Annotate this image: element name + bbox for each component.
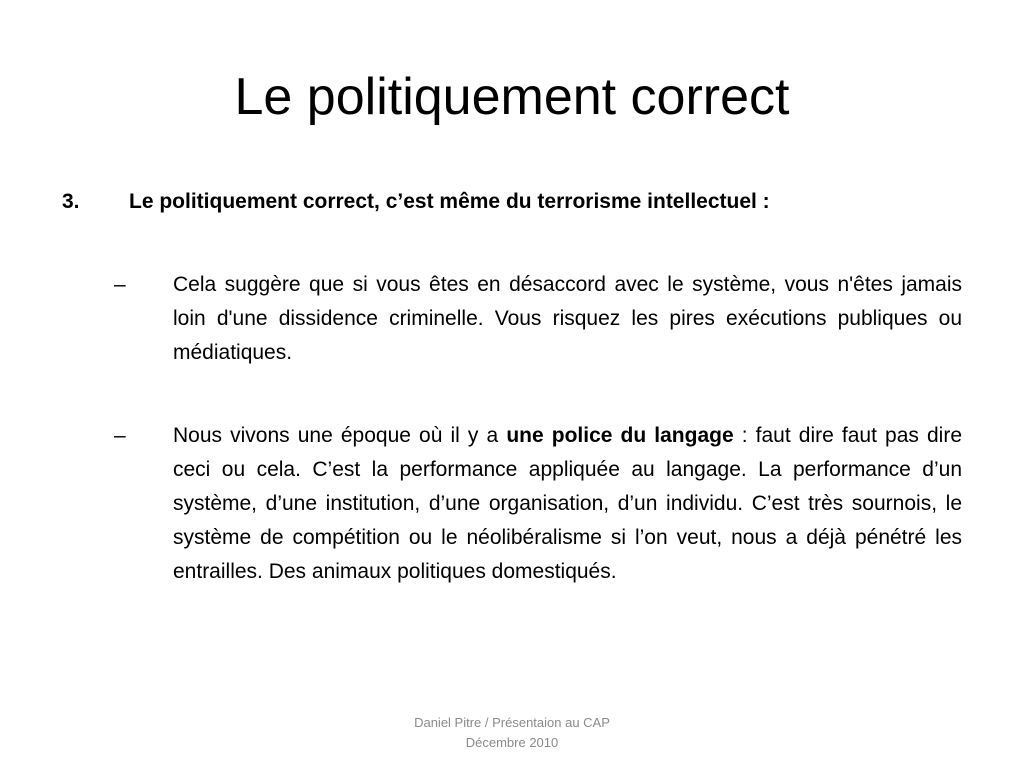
bullet-text-end: : faut dire faut pas dire ceci ou cela. C’est la performance appliquée au langage. La performance d’un système, d’une institution, d’une organisation, d’un individu. C’est très sournois, le système de compétition ou le néolibéralisme si l’on veut, nous a déjà pénétré les entrailles. Des animaux politiques domestiqués. (173, 424, 963, 583)
footer-author: Daniel Pitre / Présentaion au CAP (414, 715, 610, 730)
point-heading-text: Le politiquement correct, c’est même du terrorisme intellectuel : (129, 190, 770, 213)
bullet-text (173, 419, 962, 589)
slide-title: Le politiquement correct (234, 68, 790, 126)
slide-footer (312, 713, 712, 753)
bullet-text: Cela suggère que si vous êtes en désaccord avec le système, vous n'êtes jamais loin d'une dissidence criminelle. Vous risquez les pires exécutions publiques ou médiatiques. (173, 273, 962, 364)
footer-date: Décembre 2010 (465, 735, 559, 750)
bullet-text-start: Nous vivons une époque où il y a (173, 424, 507, 447)
dash-bullet-icon: – (114, 273, 126, 296)
dash-bullet-icon: – (114, 424, 126, 447)
bullet-text-bold: une police du langage (506, 424, 734, 447)
point-number: 3. (62, 190, 80, 213)
